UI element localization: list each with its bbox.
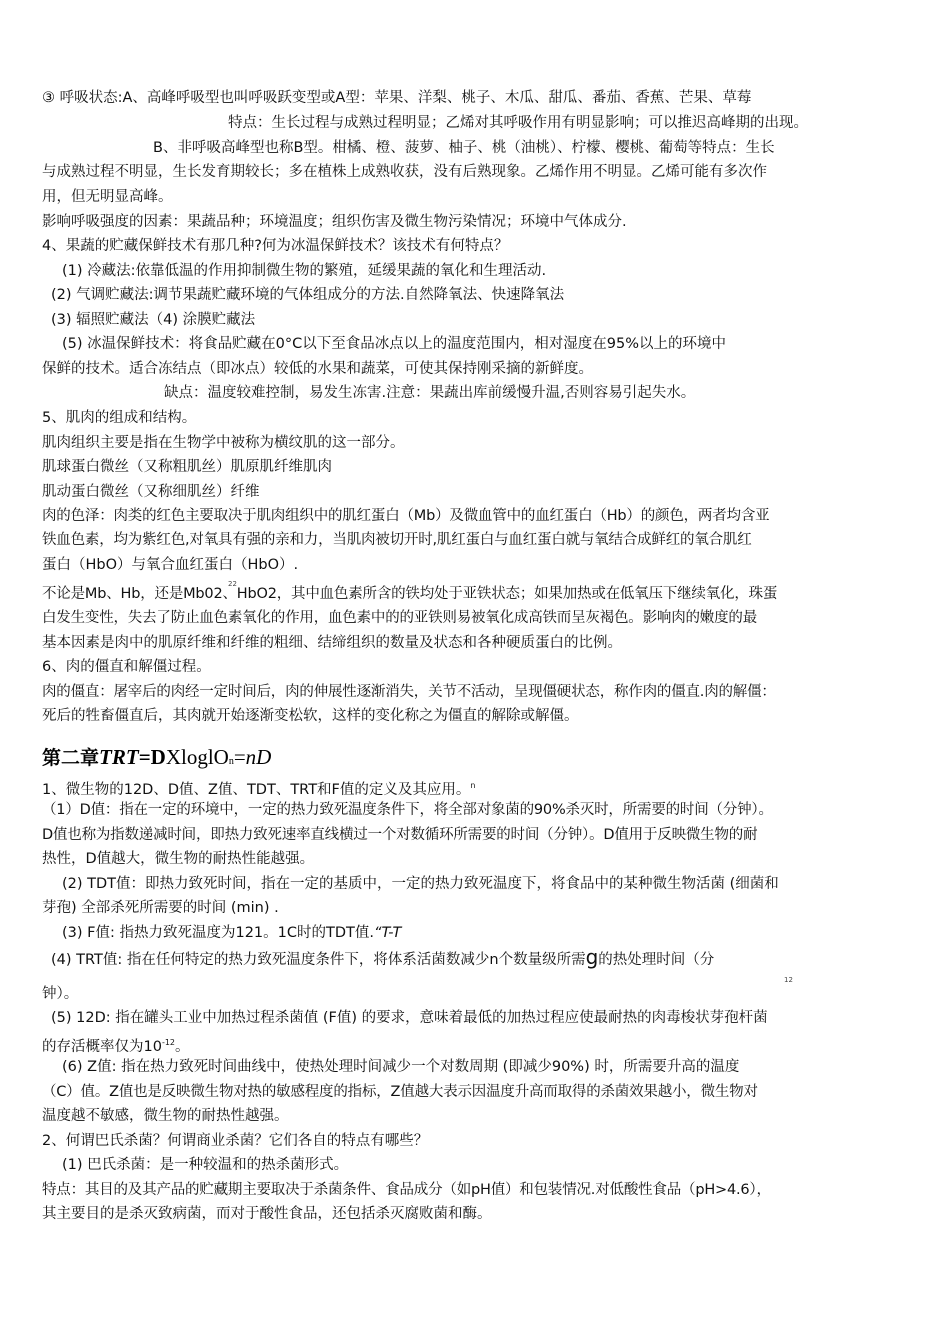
- text-line: 4、果蔬的贮藏保鲜技术有那几种?何为冰温保鲜技术？该技术有何特点？: [42, 238, 509, 254]
- subscript-note: 22: [228, 580, 237, 588]
- text-line: 与成熟过程不明显，生长发育期较长；多在植株上成熟收获，没有后熟现象。乙烯作用不明显。乙烯可能有多次作: [42, 164, 767, 180]
- superscript-note: 12: [784, 976, 793, 984]
- text-line: ③ 呼吸状态:A、高峰呼吸型也叫呼吸跃变型或A型：苹果、洋梨、桃子、木瓜、甜瓜、番茄、香蕉、芒果、草莓: [42, 90, 752, 106]
- text-line: 热性，D值越大，微生物的耐热性能越强。: [42, 851, 315, 867]
- text-line: 蛋白（HbO）与氧合血红蛋白（HbO）.: [42, 557, 299, 573]
- text-line: 6、肉的僵直和解僵过程。: [42, 659, 211, 675]
- text-line: 5、肌肉的组成和结构。: [42, 410, 197, 426]
- text-line: （1）D值：指在一定的环境中，一定的热力致死温度条件下，将全部对象菌的90%杀灭时，所需要的时间（分钟）。: [42, 802, 773, 818]
- text-line: 白发生变性，失去了防止血色素氧化的作用，血色素中的的亚铁则易被氧化成高铁而呈灰褐色。影响肉的嫩度的最: [42, 610, 757, 626]
- text-line: 肉的色泽：肉类的红色主要取决于肌肉组织中的肌红蛋白（Mb）及微血管中的血红蛋白（Hb）的颜色，两者均含亚: [42, 508, 770, 524]
- text-line: 用，但无明显高峰。: [42, 189, 173, 205]
- text-line: (3) 辐照贮藏法（4) 涂膜贮藏法: [51, 312, 256, 328]
- text-line: (2) TDT值：即热力致死时间，指在一定的基质中，一定的热力致死温度下，将食品中的某种微生物活菌 (细菌和: [62, 876, 779, 892]
- text-line: 影响呼吸强度的因素：果蔬品种；环境温度；组织伤害及微生物污染情况；环境中气体成分.: [42, 214, 627, 230]
- text-line: (6) Z值: 指在热力致死时间曲线中，使热处理时间减少一个对数周期 (即减少90%) 时，所需要升高的温度: [62, 1059, 740, 1075]
- text-line: 肌动蛋白微丝（又称细肌丝）纤维: [42, 484, 260, 500]
- text-line: (5) 冰温保鲜技术：将食品贮藏在0°C以下至食品冰点以上的温度范围内，相对湿度在95%以上的环境中: [62, 336, 726, 352]
- text-line: 2、何谓巴氏杀菌？何谓商业杀菌？它们各自的特点有哪些？: [42, 1133, 429, 1149]
- text-line: 基本因素是肉中的肌原纤维和纤维的粗细、结缔组织的数量及状态和各种硬质蛋白的比例。: [42, 635, 622, 651]
- text-line: 不论是Mb、Hb，还是Mb02、HbO2，其中血色素所含的铁均处于亚铁状态；如果加热或在低氧压下继续氧化，珠蛋: [42, 586, 778, 602]
- text-line: (1) 巴氏杀菌：是一种较温和的热杀菌形式。: [62, 1157, 349, 1173]
- text-line: 芽孢) 全部杀死所需要的时间 (min) .: [42, 900, 279, 916]
- text-line: 1、微生物的12D、D值、Z值、TDT、TRT和F值的定义及其应用。$^n$: [42, 781, 476, 798]
- text-line: （C）值。Z值也是反映微生物对热的敏感程度的指标，Z值越大表示因温度升高而取得的杀菌效果越小，微生物对: [42, 1084, 758, 1100]
- text-line: 的存活概率仅为$10^{-12}$。: [42, 1038, 190, 1055]
- text-line: 其主要目的是杀灭致病菌，而对于酸性食品，还包括杀灭腐败菌和酶。: [42, 1206, 492, 1222]
- text-line: (1) 冷藏法:依靠低温的作用抑制微生物的繁殖，延缓果蔬的氧化和生理活动.: [62, 263, 547, 279]
- text-line: 肌肉组织主要是指在生物学中被称为横纹肌的这一部分。: [42, 435, 405, 451]
- chapter-title: 第二章: [42, 747, 100, 769]
- text-line: 肉的僵直：屠宰后的肉经一定时间后，肉的伸展性逐渐消失，关节不活动，呈现僵硬状态，称作肉的僵直.肉的解僵：: [42, 684, 776, 700]
- text-line: 死后的牲畜僵直后，其肉就开始逐渐变松软，这样的变化称之为僵直的解除或解僵。: [42, 708, 579, 724]
- superscript: n: [470, 781, 476, 790]
- text-line: (2) 气调贮藏法:调节果蔬贮藏环境的气体组成分的方法.自然降氧法、快速降氧法: [51, 287, 565, 303]
- text-line: D值也称为指数递减时间，即热力致死速率直线横过一个对数循环所需要的时间（分钟）。D值用于反映微生物的耐: [42, 827, 758, 843]
- text-line: (3) F值: 指热力致死温度为121。1C时的TDT值.“T-T: [62, 925, 402, 941]
- text-line: 肌球蛋白微丝（又称粗肌丝）肌原肌纤维肌肉: [42, 459, 332, 475]
- text-line: B、非呼吸高峰型也称B型。柑橘、橙、菠萝、柚子、桃（油桃）、柠檬、樱桃、葡萄等特点：生长: [153, 140, 775, 156]
- text-line: 缺点：温度较难控制，易发生冻害.注意：果蔬出库前缓慢升温,否则容易引起失水。: [164, 385, 696, 401]
- superscript: -12: [161, 1038, 176, 1047]
- text-line: 特点：生长过程与成熟过程明显；乙烯对其呼吸作用有明显影响；可以推迟高峰期的出现。: [228, 115, 808, 131]
- chapter-heading: 第二章TRT=DXloglOn=nD: [42, 745, 272, 769]
- text-line: 保鲜的技术。适合冻结点（即冰点）较低的水果和蔬菜，可使其保持刚采摘的新鲜度。: [42, 361, 593, 377]
- text-line: (5) 12D: 指在罐头工业中加热过程杀菌值 (F值) 的要求，意味着最低的加热过程应使最耐热的肉毒梭状芽孢杆菌: [51, 1010, 768, 1026]
- text-line: 温度越不敏感，微生物的耐热性越强。: [42, 1108, 289, 1124]
- text-line: 铁血色素，均为紫红色,对氧具有强的亲和力，当肌肉被切开时,肌红蛋白与血红蛋白就与氧结合成鲜红的氧合肌红: [42, 532, 752, 548]
- text-line: 特点：其目的及其产品的贮藏期主要取决于杀菌条件、食品成分（如pH值）和包装情况.对低酸性食品（pH>4.6），: [42, 1182, 771, 1198]
- text-line: (4) TRT值: 指在任何特定的热力致死温度条件下，将体系活菌数减少n个数量级所需g的热处理时间（分: [51, 945, 715, 969]
- text-line: 钟）。: [42, 986, 79, 1002]
